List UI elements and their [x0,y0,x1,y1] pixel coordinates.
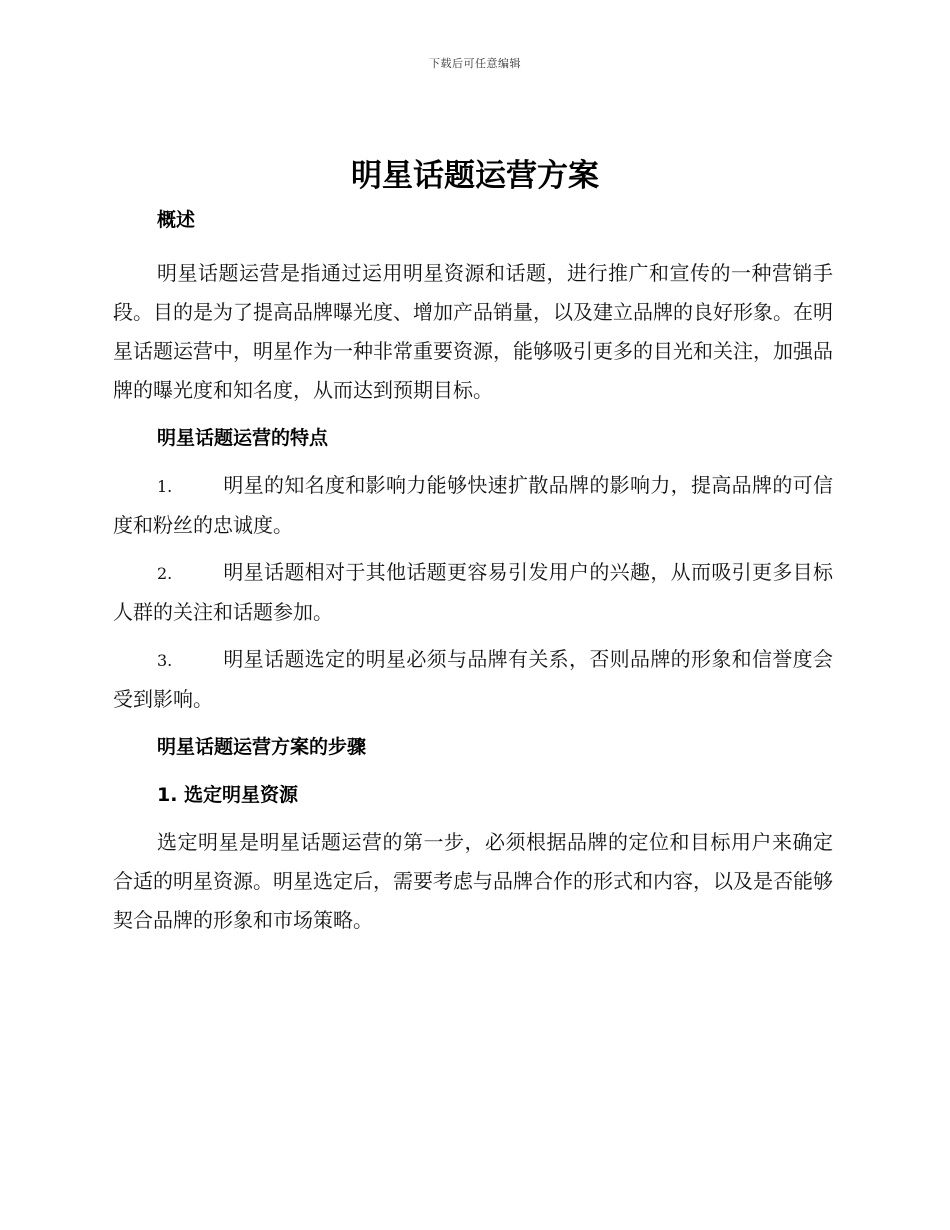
document-body [113,200,833,940]
step1-paragraph: 选定明星是明星话题运营的第一步，必须根据品牌的定位和目标用户来确定合适的明星资源。明星选定后，需要考虑与品牌合作的形式和内容，以及是否能够契合品牌的形象和市场策略。 [113,830,833,932]
list-text: 明星的知名度和影响力能够快速扩散品牌的影响力，提高品牌的可信度和粉丝的忠诚度。 [113,473,833,537]
list-number: 3. [157,651,173,670]
section-heading-features: 明星话题运营的特点 [157,427,329,449]
overview-paragraph: 明星话题运营是指通过运用明星资源和话题，进行推广和宣传的一种营销手段。目的是为了提高品牌曝光度、增加产品销量，以及建立品牌的良好形象。在明星话题运营中，明星作为一种非常重要资源，能够吸引更多的目光和关注，加强品牌的曝光度和知名度，从而达到预期目标。 [113,261,833,402]
list-item [113,466,833,545]
header-note: 下载后可任意编辑 [429,57,521,70]
list-text: 明星话题相对于其他话题更容易引发用户的兴趣，从而吸引更多目标人群的关注和话题参加。 [113,560,833,624]
list-number: 2. [157,564,173,583]
section-heading-steps: 明星话题运营方案的步骤 [157,736,367,758]
list-item [113,553,833,632]
subsection-heading-step1: 1. 选定明星资源 [157,784,299,806]
section-heading-overview: 概述 [157,209,196,231]
list-number: 1. [157,477,173,496]
list-text: 明星话题选定的明星必须与品牌有关系，否则品牌的形象和信誉度会受到影响。 [113,647,833,711]
document-title: 明星话题运营方案 [351,158,599,194]
list-item [113,640,833,719]
